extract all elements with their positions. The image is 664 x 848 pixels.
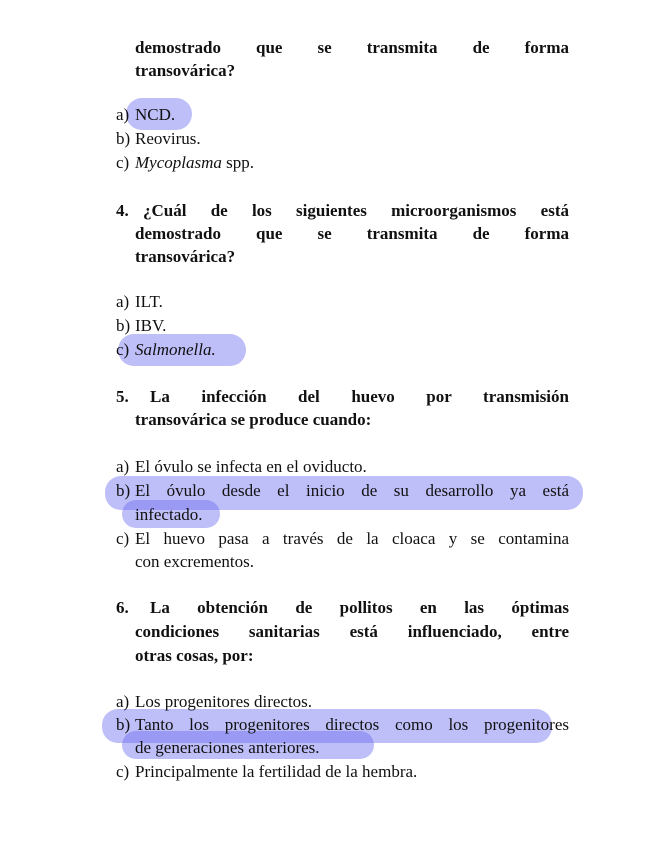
question-6-line-1: La obtención de pollitos en las óptimas — [150, 598, 569, 617]
option-label: b) — [116, 129, 131, 148]
question-5-line-2: transovárica se produce cuando: — [135, 410, 372, 429]
option-label: a) — [116, 692, 130, 711]
option-label: b) — [116, 316, 131, 335]
question-6-line-3: otras cosas, por: — [135, 646, 254, 665]
option-text — [135, 338, 216, 361]
option-label: c) — [116, 153, 130, 172]
question-6-line-2: condiciones sanitarias está influenciado, entre — [135, 622, 569, 641]
question-6-number: 6. — [116, 598, 129, 617]
option-text: ILT. — [135, 292, 163, 311]
question-4-line-1: ¿Cuál de los siguientes microorganismos está — [143, 201, 569, 220]
question-5-option-b-line-2: infectado. — [135, 505, 203, 524]
option-text: NCD. — [135, 105, 176, 124]
question-5-option-c-line-2: con excrementos. — [135, 552, 254, 571]
option-label: a) — [116, 105, 130, 124]
option-label: a) — [116, 292, 130, 311]
option-text-italic: Mycoplasma — [135, 153, 222, 172]
option-text: El huevo pasa a través de la cloaca y se contamina — [135, 529, 569, 548]
option-text-italic: Salmonella. — [135, 340, 216, 359]
question-6-option-b-line-2: de generaciones anteriores. — [135, 738, 320, 757]
option-text: Principalmente la fertilidad de la hembra. — [135, 762, 418, 781]
question-3-line-1: demostrado que se transmita de forma — [135, 38, 569, 57]
option-text: Los progenitores directos. — [135, 692, 313, 711]
option-label: c) — [116, 340, 130, 359]
option-text: IBV. — [135, 316, 167, 335]
question-4-line-3: transovárica? — [135, 247, 236, 266]
option-text: El óvulo se infecta en el oviducto. — [135, 457, 367, 476]
option-label: b) — [116, 715, 131, 734]
question-4-number: 4. — [116, 201, 129, 220]
option-label: a) — [116, 457, 130, 476]
question-3-line-2: transovárica? — [135, 61, 236, 80]
option-text: Tanto los progenitores directos como los progenitores — [135, 715, 569, 734]
option-text — [135, 151, 254, 174]
option-text-rest: spp. — [221, 153, 254, 172]
option-text: El óvulo desde el inicio de su desarrollo ya está — [135, 481, 569, 500]
option-label: c) — [116, 762, 130, 781]
option-label: b) — [116, 481, 131, 500]
question-4-line-2: demostrado que se transmita de forma — [135, 224, 569, 243]
question-5-number: 5. — [116, 387, 129, 406]
question-5-line-1: La infección del huevo por transmisión — [150, 387, 569, 406]
option-text: Reovirus. — [135, 129, 201, 148]
option-label: c) — [116, 529, 130, 548]
